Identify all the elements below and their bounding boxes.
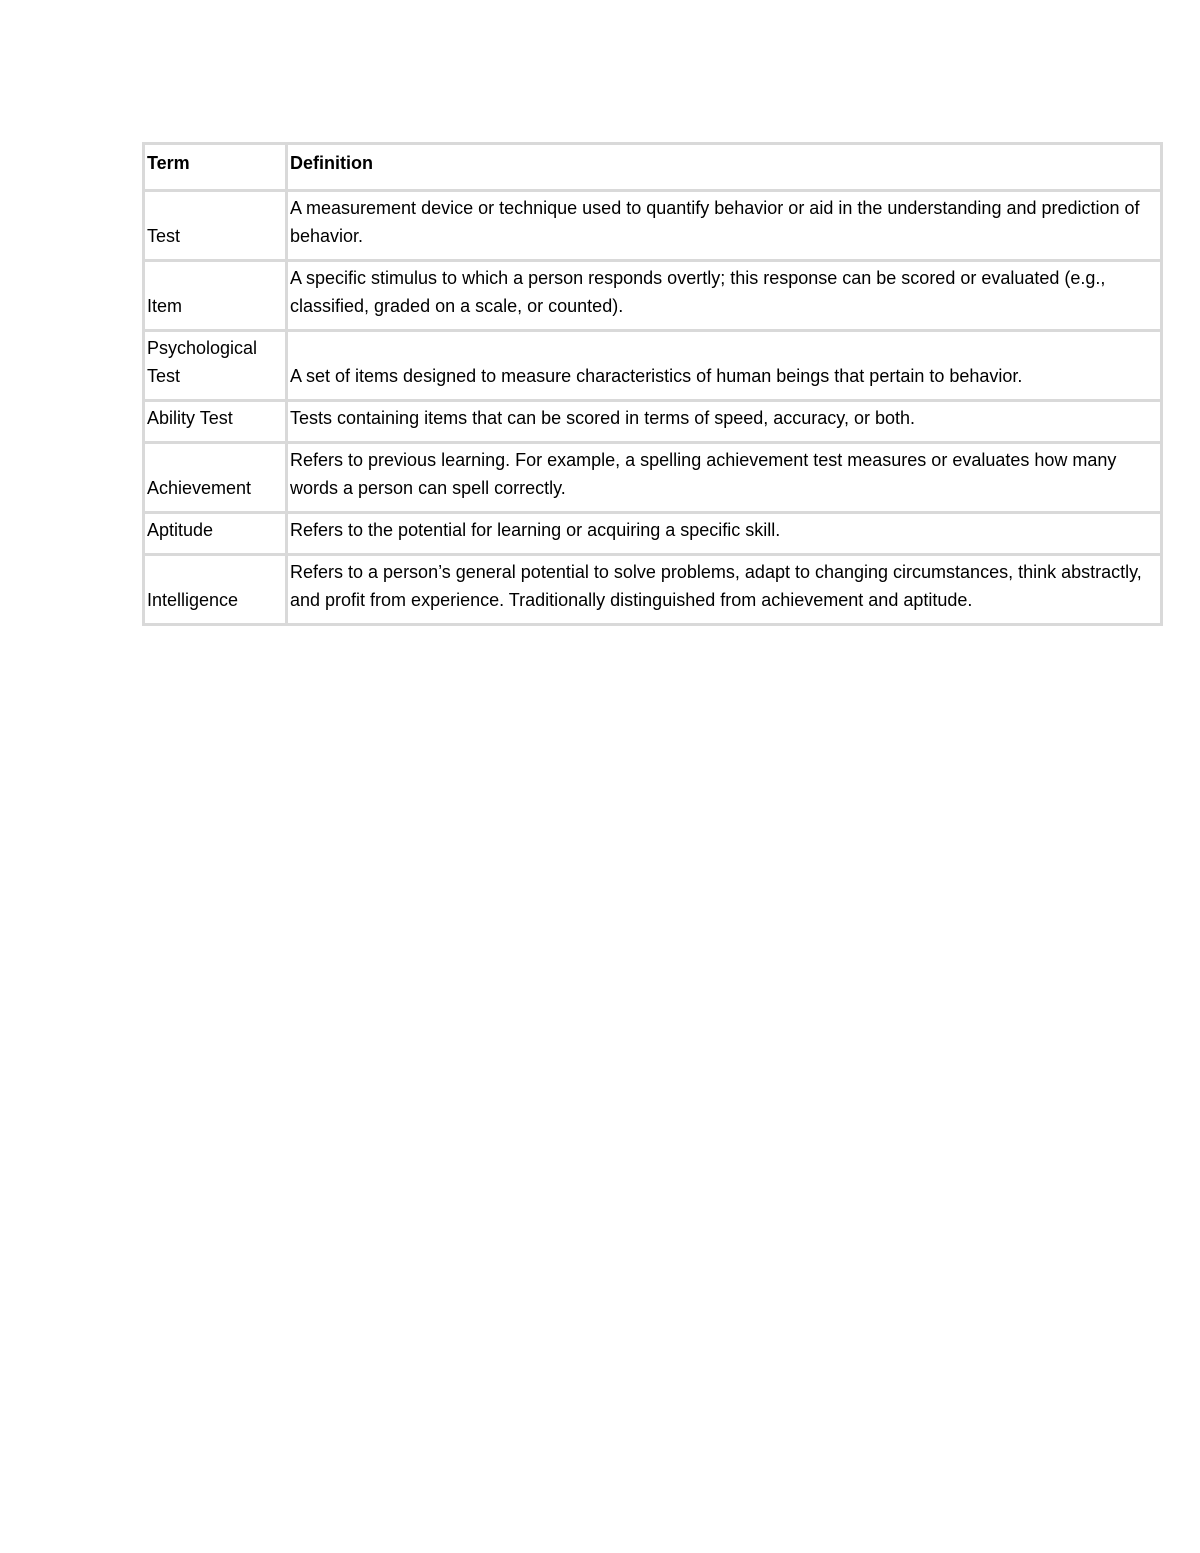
table-row: [144, 513, 1162, 555]
term-cell: Achievement: [144, 443, 287, 513]
term-cell: Test: [144, 191, 287, 261]
definition-cell: Refers to previous learning. For example, a spelling achievement test measures or evaluates how many words a person can spell correctly.: [287, 443, 1162, 513]
term-cell: Ability Test: [144, 401, 287, 443]
definition-cell: A specific stimulus to which a person responds overtly; this response can be scored or evaluated (e.g., classified, graded on a scale, or counted).: [287, 261, 1162, 331]
definition-cell: A set of items designed to measure characteristics of human beings that pertain to behavior.: [287, 331, 1162, 401]
table-row: [144, 261, 1162, 331]
header-term: Term: [144, 144, 287, 191]
definition-cell: Tests containing items that can be scored in terms of speed, accuracy, or both.: [287, 401, 1162, 443]
definition-cell: Refers to the potential for learning or acquiring a specific skill.: [287, 513, 1162, 555]
term-cell: Intelligence: [144, 555, 287, 625]
definition-cell: A measurement device or technique used to quantify behavior or aid in the understanding and prediction of behavior.: [287, 191, 1162, 261]
table-row: [144, 555, 1162, 625]
table-row: [144, 443, 1162, 513]
header-definition: Definition: [287, 144, 1162, 191]
term-cell: Aptitude: [144, 513, 287, 555]
term-cell: Item: [144, 261, 287, 331]
term-cell: Psychological Test: [144, 331, 287, 401]
table-row: [144, 191, 1162, 261]
table-row: [144, 401, 1162, 443]
terms-table: [142, 142, 1163, 626]
table-row: [144, 331, 1162, 401]
table-header-row: [144, 144, 1162, 191]
definition-cell: Refers to a person’s general potential to solve problems, adapt to changing circumstances, think abstractly, and profit from experience. Traditionally distinguished from achievement and aptitude.: [287, 555, 1162, 625]
